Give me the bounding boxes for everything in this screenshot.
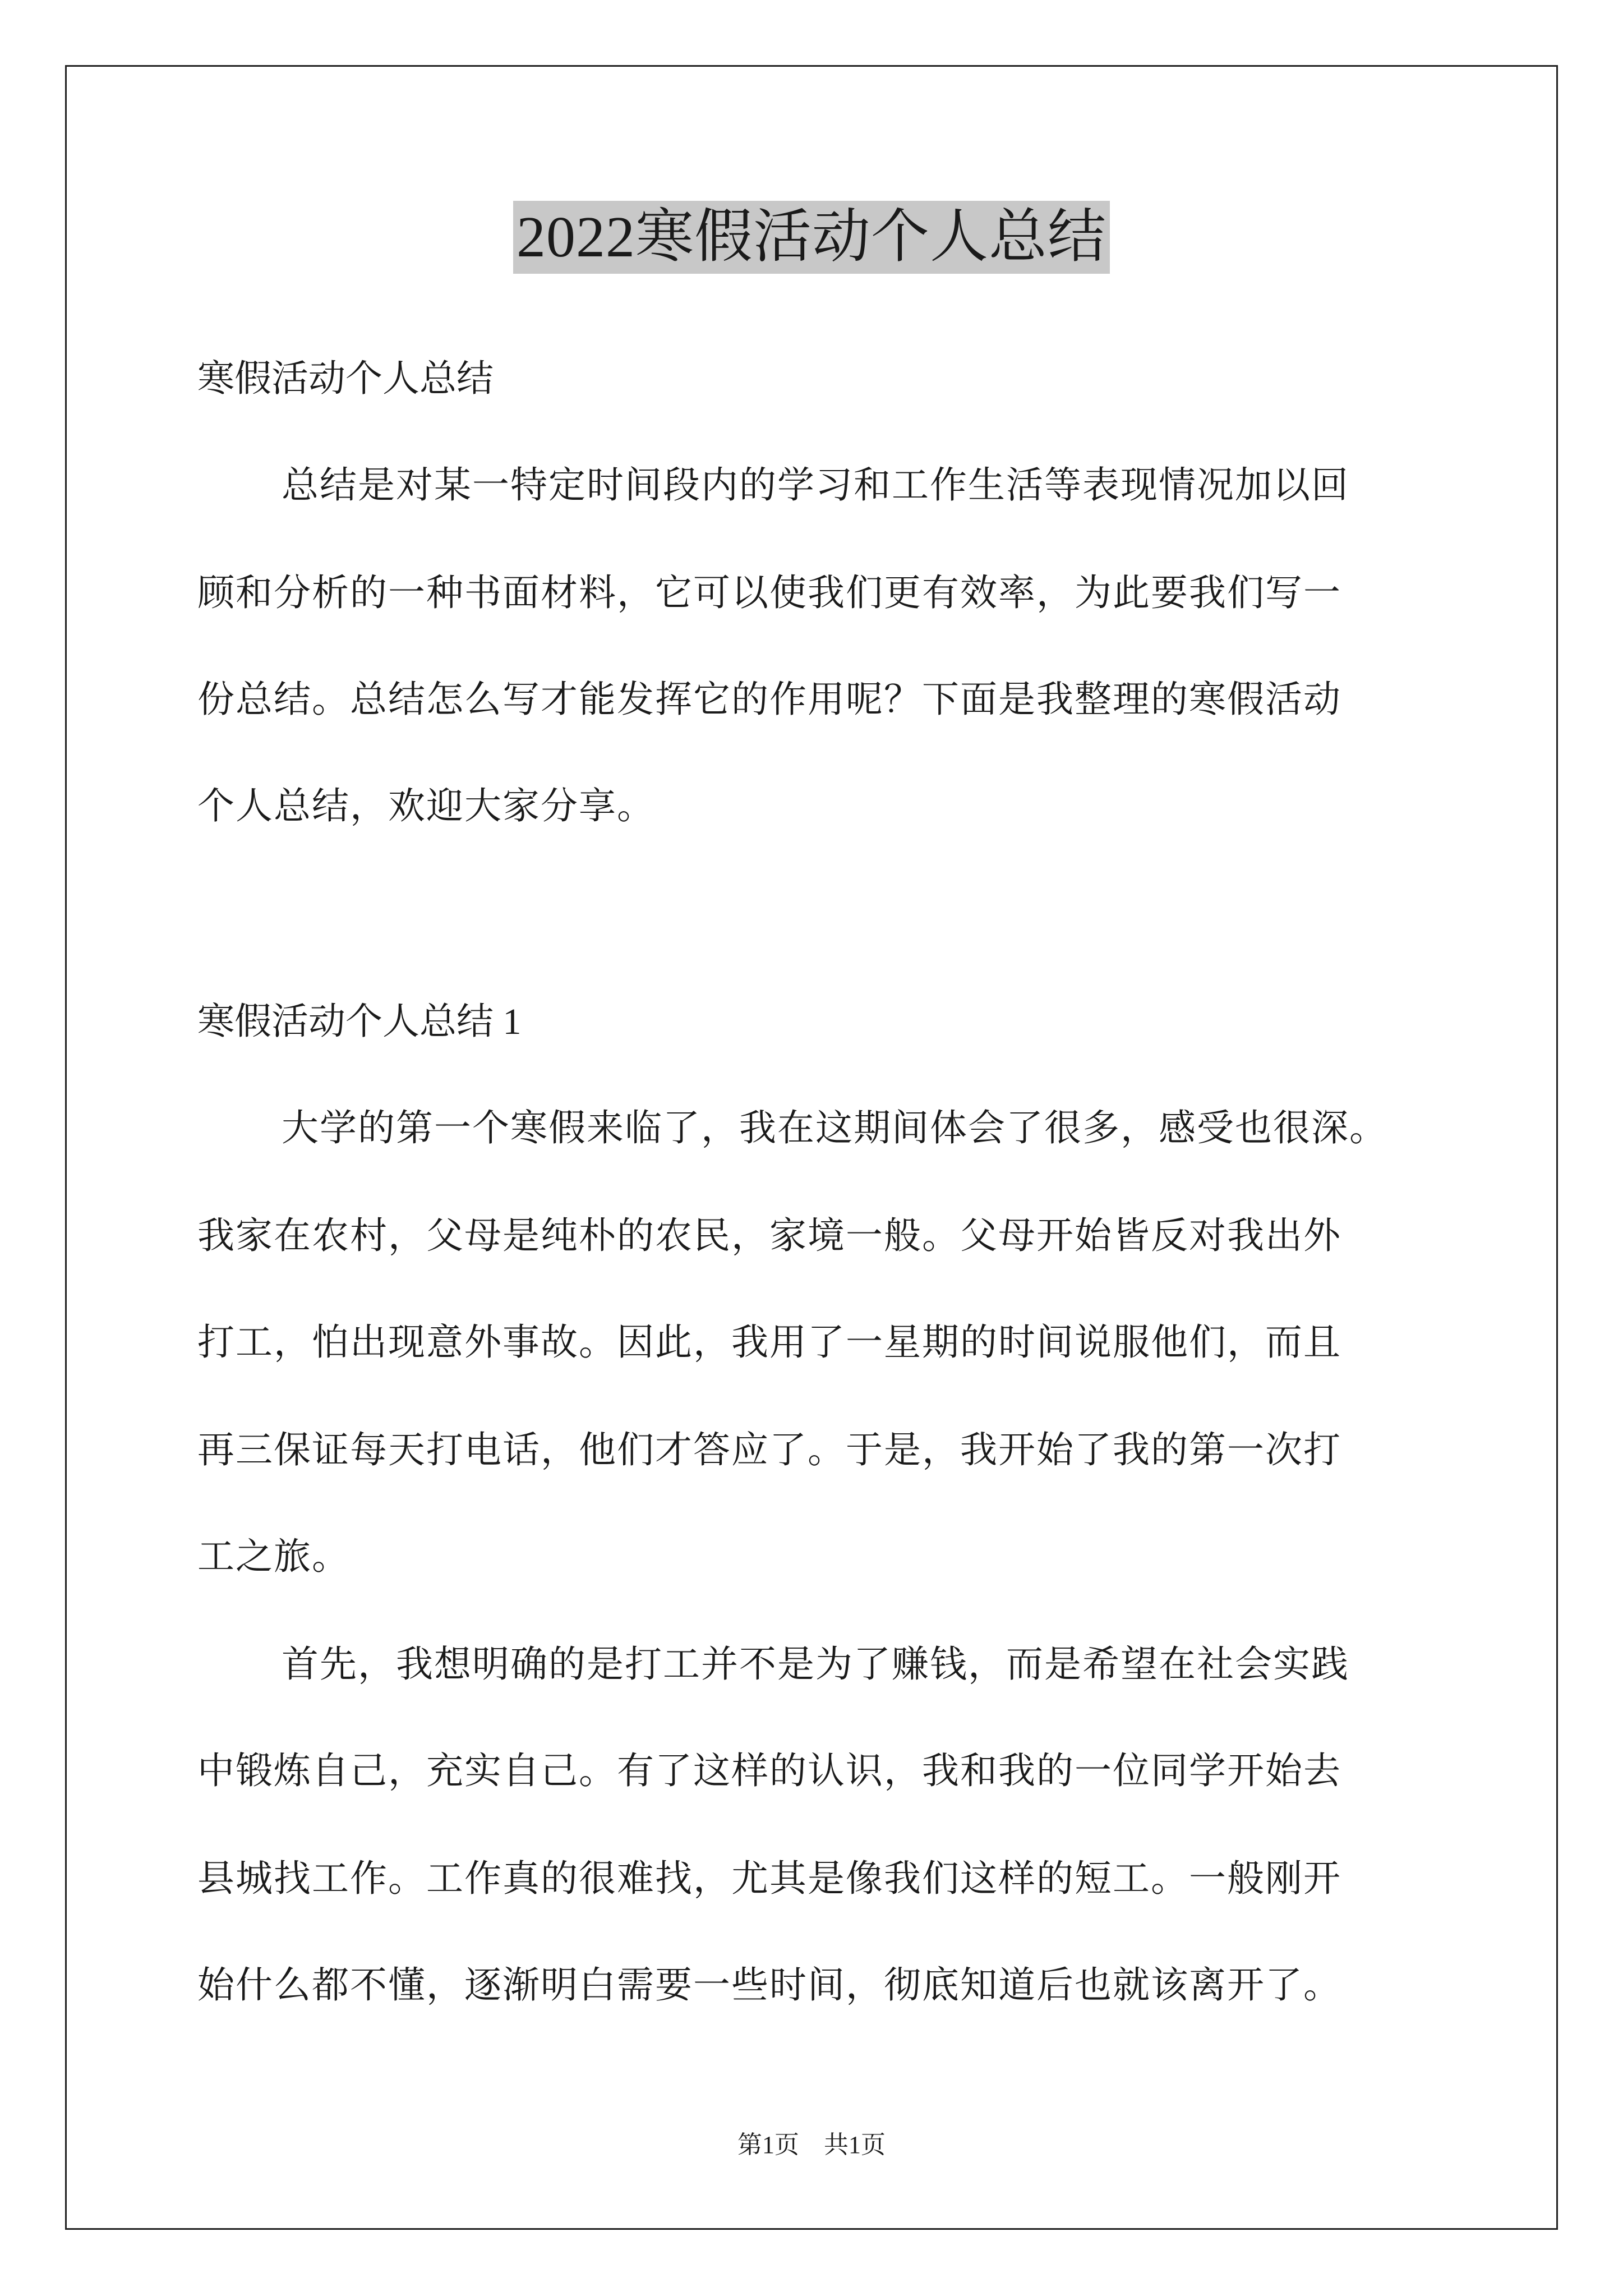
paragraph-line: 再三保证每天打电话，他们才答应了。于是，我开始了我的第一次打: [197, 1430, 1341, 1471]
paragraph-line: 始什么都不懂，逐渐明白需要一些时间，彻底知道后也就该离开了。: [197, 1965, 1341, 2006]
page-footer: 第1页 共1页: [737, 2131, 886, 2159]
paragraph-line: 首先，我想明确的是打工并不是为了赚钱，而是希望在社会实践: [282, 1644, 1349, 1685]
intro-line: 份总结。总结怎么写才能发挥它的作用呢？下面是我整理的寒假活动: [197, 679, 1341, 720]
paragraph-line: 县城找工作。工作真的很难找，尤其是像我们这样的短工。一般刚开: [197, 1858, 1341, 1899]
paragraph-line: 中锻炼自己，充实自己。有了这样的认识，我和我的一位同学开始去: [197, 1751, 1341, 1792]
intro-line: 顾和分析的一种书面材料，它可以使我们更有效率，为此要我们写一: [197, 573, 1341, 614]
paragraph-line: 打工，怕出现意外事故。因此，我用了一星期的时间说服他们，而且: [197, 1322, 1341, 1363]
title-container: [0, 201, 1623, 274]
intro-line: 总结是对某一特定时间段内的学习和工作生活等表现情况加以回: [282, 465, 1349, 506]
document-title: 2022寒假活动个人总结: [513, 201, 1110, 274]
intro-heading: 寒假活动个人总结: [197, 358, 494, 399]
paragraph-line: 工之旅。: [197, 1536, 350, 1577]
paragraph-line: 我家在农村，父母是纯朴的农民，家境一般。父母开始皆反对我出外: [197, 1216, 1341, 1257]
intro-line: 个人总结，欢迎大家分享。: [197, 786, 655, 827]
paragraph-line: 大学的第一个寒假来临了，我在这期间体会了很多，感受也很深。: [282, 1108, 1387, 1149]
section-heading: 寒假活动个人总结 1: [197, 1001, 522, 1042]
